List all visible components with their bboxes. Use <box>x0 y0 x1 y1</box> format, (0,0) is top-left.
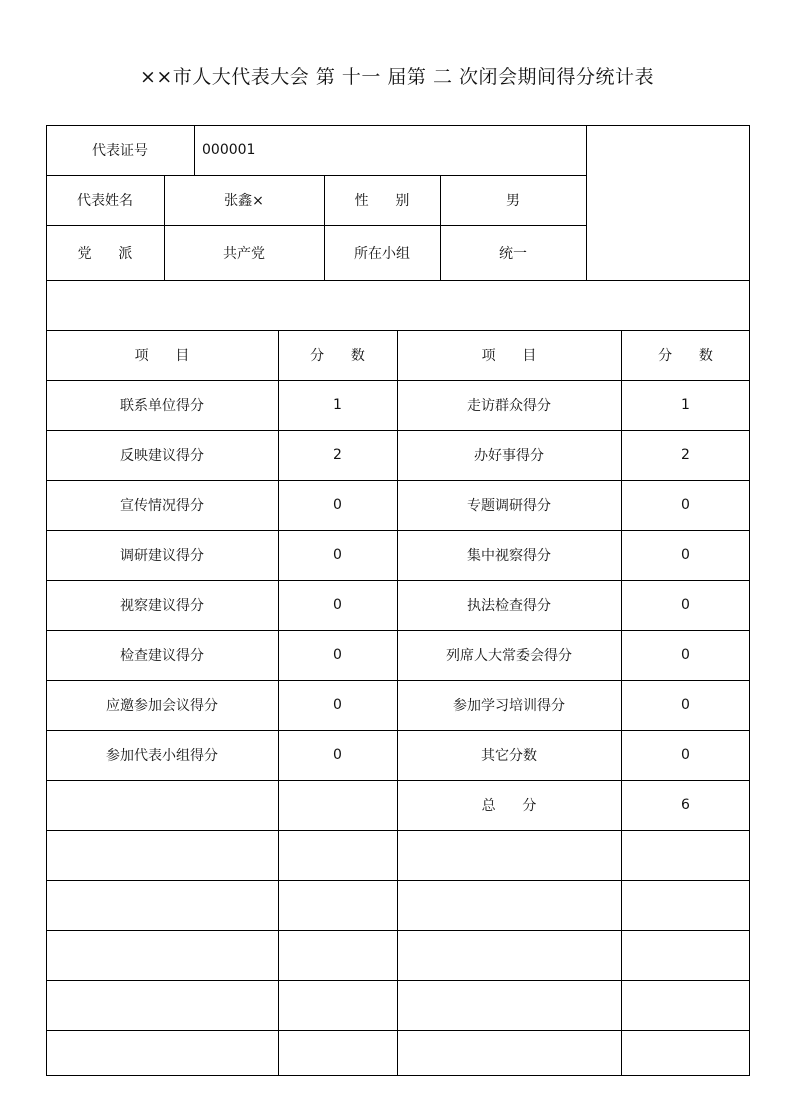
table-cell: 2 <box>681 447 690 463</box>
total-label: 总 分 <box>481 798 537 814</box>
page-title: ××市人大代表大会 第 十一 届第 二 次闭会期间得分统计表 <box>139 66 655 88</box>
party-value: 共产党 <box>223 245 265 262</box>
table-cell: 列席人大常委会得分 <box>446 648 572 664</box>
table-cell: 0 <box>333 647 342 663</box>
grid-line <box>46 830 750 831</box>
table-cell: 0 <box>681 547 690 563</box>
table-cell: 集中视察得分 <box>467 548 551 564</box>
group-label: 所在小组 <box>354 245 410 262</box>
group-value: 统一 <box>499 245 527 262</box>
table-cell: 联系单位得分 <box>120 398 204 414</box>
table-cell: 1 <box>333 397 342 413</box>
grid-line <box>46 1030 750 1031</box>
table-cell: 0 <box>333 597 342 613</box>
table-cell: 0 <box>681 647 690 663</box>
table-cell: 0 <box>333 497 342 513</box>
table-cell: 参加代表小组得分 <box>106 748 218 764</box>
table-cell: 宣传情况得分 <box>120 498 204 514</box>
total-value: 6 <box>681 797 690 813</box>
header-score: 分 数 <box>658 348 713 364</box>
grid-line <box>46 930 750 931</box>
table-cell: 走访群众得分 <box>467 398 551 414</box>
table-cell: 0 <box>333 697 342 713</box>
table-cell: 2 <box>333 447 342 463</box>
table-cell: 调研建议得分 <box>120 548 204 564</box>
table-cell: 办好事得分 <box>474 448 544 464</box>
grid-line <box>46 980 750 981</box>
table-cell: 其它分数 <box>481 748 537 764</box>
header-item: 项 目 <box>481 348 537 364</box>
grid-line <box>586 125 587 280</box>
table-cell: 反映建议得分 <box>120 448 204 464</box>
grid-line <box>46 280 750 281</box>
header-score: 分 数 <box>310 348 365 364</box>
gender-label: 性 别 <box>354 193 410 209</box>
id-label: 代表证号 <box>92 143 148 159</box>
table-cell: 0 <box>681 747 690 763</box>
table-cell: 视察建议得分 <box>120 598 204 614</box>
table-cell: 参加学习培训得分 <box>453 698 565 714</box>
table-cell: 0 <box>333 547 342 563</box>
table-cell: 执法检查得分 <box>467 598 551 614</box>
header-item: 项 目 <box>134 348 190 364</box>
name-label: 代表姓名 <box>77 193 133 209</box>
gender-value: 男 <box>506 193 520 209</box>
grid-line <box>46 880 750 881</box>
name-value: 张鑫× <box>224 193 264 209</box>
table-cell: 1 <box>681 397 690 413</box>
table-cell: 检查建议得分 <box>120 648 204 664</box>
table-cell: 0 <box>333 747 342 763</box>
party-label: 党 派 <box>77 245 133 262</box>
table-cell: 0 <box>681 697 690 713</box>
table-cell: 应邀参加会议得分 <box>106 698 218 714</box>
table-cell: 专题调研得分 <box>467 498 551 514</box>
id-value: 000001 <box>202 142 256 158</box>
table-cell: 0 <box>681 597 690 613</box>
table-cell: 0 <box>681 497 690 513</box>
